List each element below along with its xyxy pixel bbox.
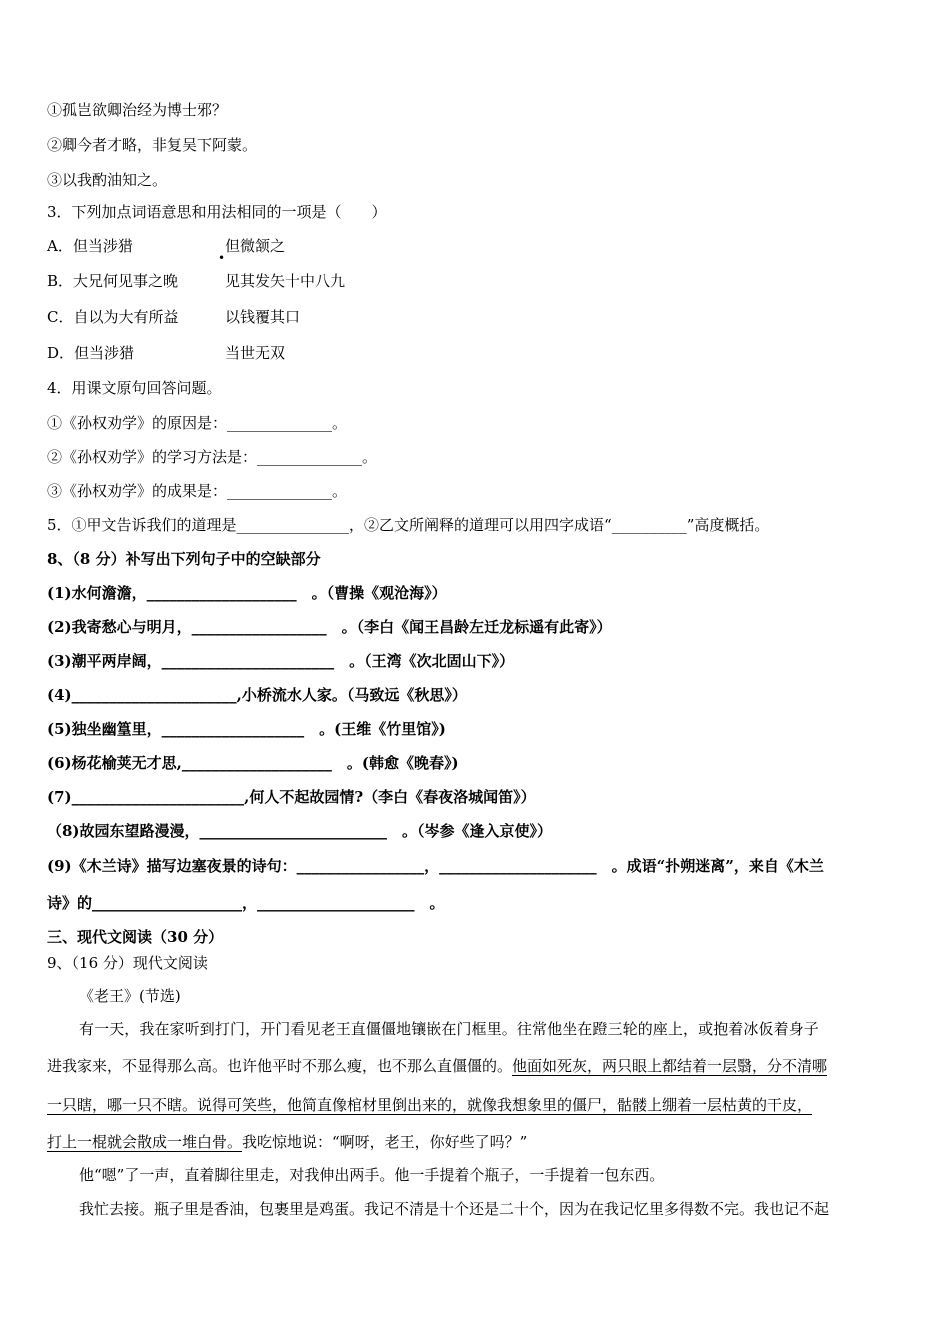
passage-line-4-underlined: 打上一棍就会散成一堆白骨。 <box>47 1133 243 1151</box>
question-4-item-3: ③《孙权劝学》的成果是：______________。 <box>47 482 348 500</box>
option-a-right: 但微颔之 <box>225 237 286 255</box>
fill-sentence-9-part-2: 诗》的____________________，_____________________ 。 <box>47 894 445 912</box>
passage-line-6: 我忙去接。瓶子里是香油，包裹里是鸡蛋。我记不清是十个还是二十个，因为在我记忆里多得数不完。我也记不起 <box>79 1200 830 1218</box>
passage-line-5: 他“嗯”了一声，直着脚往里走，对我伸出两手。他一手提着个瓶子，一手提着一包东西。 <box>79 1166 665 1184</box>
question-4: 4．用课文原句回答问题。 <box>47 379 222 397</box>
option-b-right: 见其发矢十中八九 <box>225 272 346 290</box>
option-c-left: C．自以为大有所益 <box>47 308 179 326</box>
answer-line-1: ①孤岂欲卿治经为博士邪？ <box>47 101 228 119</box>
fill-sentence-3: (3)潮平两岸阔，_______________________ 。（王湾《次北固山下》） <box>47 652 515 670</box>
section-3-heading: 三、现代文阅读（30 分） <box>47 928 224 946</box>
question-3: 3．下列加点词语意思和用法相同的一项是（ ） <box>47 203 387 221</box>
passage-line-4-plain: 我吃惊地说：“啊呀，老王，你好些了吗？” <box>242 1133 528 1151</box>
question-4-item-2: ②《孙权劝学》的学习方法是：______________。 <box>47 448 378 466</box>
fill-sentence-5: (5)独坐幽篁里，___________________ 。(王维《竹里馆》) <box>47 720 446 738</box>
fill-sentence-8: （8)故园东望路漫漫，_________________________ 。（岑参《逢入京使》） <box>47 822 553 840</box>
passage-line-3: 一只瞎，哪一只不瞎。说得可笑些，他简直像棺材里倒出来的，就像我想象里的僵尸，骷髅上绷着一层枯黄的干皮， <box>47 1096 813 1114</box>
question-5: 5．①甲文告诉我们的道理是_______________，②乙文所阐释的道理可以用四字成语“__________”高度概括。 <box>47 516 770 534</box>
fill-sentence-2: (2)我寄愁心与明月，__________________ 。（李白《闻王昌龄左迁龙标遥有此寄》） <box>47 618 612 636</box>
option-d-left: D．但当涉猎 <box>47 344 135 362</box>
option-d-right: 当世无双 <box>225 344 286 362</box>
question-4-item-1: ①《孙权劝学》的原因是：______________。 <box>47 414 348 432</box>
passage-line-2-plain: 进我家来，不显得那么高。也许他平时不那么瘦，也不那么直僵僵的。 <box>47 1057 513 1075</box>
passage-line-1: 有一天，我在家听到打门，开门看见老王直僵僵地镶嵌在门框里。往常他坐在蹬三轮的座上，或抱着冰仮着身子 <box>79 1020 819 1038</box>
option-b-left: B．大兄何见事之晚 <box>47 272 179 290</box>
option-c-right: 以钱覆其口 <box>225 308 301 326</box>
question-8-heading: 8、（8 分）补写出下列句子中的空缺部分 <box>47 550 321 568</box>
answer-line-2: ②卿今者才略，非复吴下阿蒙。 <box>47 136 258 154</box>
fill-sentence-1: (1)水何澹澹，____________________ 。（曹操《观沧海》） <box>47 584 447 602</box>
answer-line-3: ③以我酌油知之。 <box>47 171 168 189</box>
emphasis-dot: • <box>218 251 226 265</box>
passage-line-4 <box>47 1131 907 1152</box>
fill-sentence-7: (7)_______________________,何人不起故园情?（李白《春夜洛城闻笛》） <box>47 788 536 806</box>
passage-line-2 <box>47 1055 907 1076</box>
fill-sentence-6: (6)杨花榆荚无才思,____________________ 。(韩愈《晚春》) <box>47 754 459 772</box>
passage-line-2-underlined: 他面如死灰，两只眼上都结着一层翳，分不清哪 <box>512 1057 828 1075</box>
fill-sentence-4: (4)______________________,小桥流水人家。（马致远《秋思》） <box>47 686 467 704</box>
passage-title: 《老王》(节选) <box>79 987 181 1005</box>
option-a-left: A．但当涉猎 <box>47 237 133 255</box>
question-9: 9、（16 分）现代文阅读 <box>47 954 208 972</box>
fill-sentence-9-part-1: (9)《木兰诗》描写边塞夜景的诗句：_________________，_____________________ 。成语“扑朔迷离”，来自《木兰 <box>47 857 824 875</box>
